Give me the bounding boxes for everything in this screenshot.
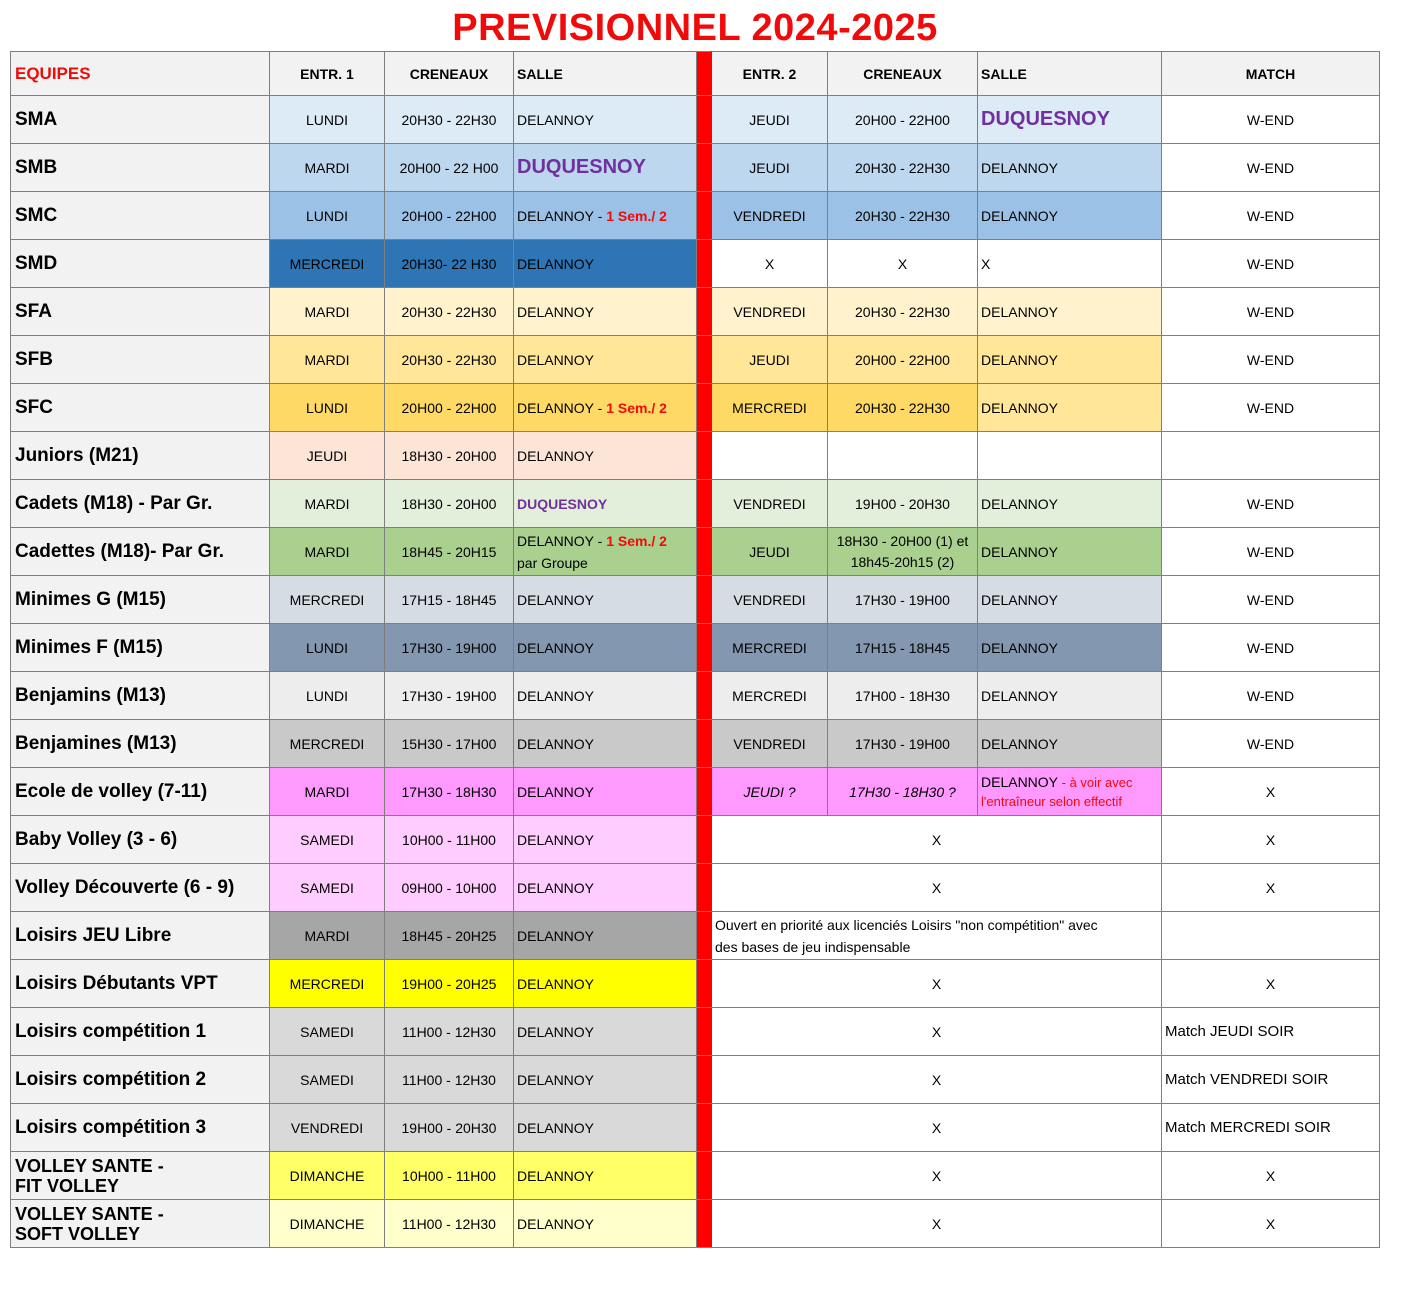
salle-note: 1 Sem./ 2 [606,399,667,416]
salle-note-line2: l'entraîneur selon effectif [981,793,1122,809]
entr2-time: X [828,240,978,288]
red-separator [697,768,712,816]
entr1-salle: DELANNOY [514,288,697,336]
red-separator [697,240,712,288]
red-separator [697,384,712,432]
entr2-salle: DELANNOY [978,288,1162,336]
entr2-day: JEUDI [712,96,828,144]
red-separator [697,672,712,720]
entr2-salle [978,432,1162,480]
entr2-merged: X [712,1056,1162,1104]
entr2-day: VENDREDI [712,288,828,336]
entr1-salle: DELANNOY [514,1200,697,1248]
entr2-salle: DELANNOY [978,336,1162,384]
entr1-time: 18H30 - 20H00 [385,432,514,480]
header-match: MATCH [1162,52,1380,96]
red-separator [697,288,712,336]
entr1-salle: DELANNOY [514,1104,697,1152]
entr2-salle: DELANNOY [978,192,1162,240]
team-name: SFB [11,336,270,384]
match: Match MERCREDI SOIR [1162,1104,1380,1152]
table-row [11,528,1380,576]
red-separator [697,1200,712,1248]
red-separator [697,52,712,96]
entr1-day: DIMANCHE [270,1200,385,1248]
table-row [11,192,1380,240]
entr2-merged: X [712,1200,1162,1248]
team-name: Baby Volley (3 - 6) [11,816,270,864]
entr1-day: LUNDI [270,624,385,672]
match: W-END [1162,528,1380,576]
salle-separator: - [593,399,607,416]
entr2-day: VENDREDI [712,480,828,528]
entr2-salle: X [978,240,1162,288]
entr1-day: SAMEDI [270,864,385,912]
entr1-salle [514,480,697,528]
match: X [1162,768,1380,816]
entr2-time [828,528,978,576]
red-separator [697,864,712,912]
entr1-time: 20H00 - 22H00 [385,192,514,240]
table-row [11,240,1380,288]
schedule-table-wrapper [10,51,1380,1248]
time-line1: 18H30 - 20H00 (1) et [836,532,969,549]
salle-separator: - [1058,774,1070,790]
red-separator [697,192,712,240]
match: Match JEUDI SOIR [1162,1008,1380,1056]
table-row [11,336,1380,384]
red-separator [697,1152,712,1200]
entr1-day: MARDI [270,144,385,192]
entr2-day: MERCREDI [712,672,828,720]
header-salle2: SALLE [978,52,1162,96]
team-name: Cadets (M18) - Par Gr. [11,480,270,528]
schedule-table [10,51,1380,1248]
team-line1: VOLLEY SANTE - [15,1203,164,1224]
salle-name: DELANNOY [517,532,594,549]
entr2-salle: DELANNOY [978,384,1162,432]
entr2-day: VENDREDI [712,576,828,624]
entr2-merged: X [712,960,1162,1008]
match: W-END [1162,96,1380,144]
red-separator [697,1056,712,1104]
entr1-day: MARDI [270,528,385,576]
entr2-time: 17H30 - 19H00 [828,720,978,768]
entr1-time: 18H45 - 20H25 [385,912,514,960]
team-name: Loisirs JEU Libre [11,912,270,960]
entr1-time: 19H00 - 20H30 [385,1104,514,1152]
match [1162,912,1380,960]
salle-duquesnoy: DUQUESNOY [517,495,608,512]
salle-name: DELANNOY [517,399,594,416]
table-row [11,1152,1380,1200]
team-line2: SOFT VOLLEY [15,1223,141,1244]
entr1-time: 20H30 - 22H30 [385,336,514,384]
salle-name: DELANNOY [517,207,594,224]
entr2-merged: X [712,816,1162,864]
table-row [11,144,1380,192]
header-creneaux2: CRENEAUX [828,52,978,96]
entr2-day: JEUDI [712,144,828,192]
entr1-day: SAMEDI [270,1008,385,1056]
salle-note: 1 Sem./ 2 [606,207,667,224]
entr1-time: 17H30 - 19H00 [385,672,514,720]
team-name: SFC [11,384,270,432]
entr1-salle: DELANNOY [514,672,697,720]
team-name [11,1200,270,1248]
table-row [11,1104,1380,1152]
entr1-day: JEUDI [270,432,385,480]
entr2-merged: X [712,1104,1162,1152]
entr1-time: 20H00 - 22 H00 [385,144,514,192]
entr1-time: 18H45 - 20H15 [385,528,514,576]
table-row [11,1200,1380,1248]
entr1-salle [514,144,697,192]
entr1-salle: DELANNOY [514,1008,697,1056]
team-line1: VOLLEY SANTE - [15,1155,164,1176]
entr2-day: X [712,240,828,288]
match: W-END [1162,720,1380,768]
red-separator [697,1008,712,1056]
entr2-time: 17H00 - 18H30 [828,672,978,720]
team-name: Ecole de volley (7-11) [11,768,270,816]
entr2-salle: DELANNOY [978,480,1162,528]
entr2-salle: DELANNOY [978,624,1162,672]
red-separator [697,576,712,624]
entr2-time: 19H00 - 20H30 [828,480,978,528]
red-separator [697,480,712,528]
entr1-salle: DELANNOY [514,240,697,288]
match: X [1162,1200,1380,1248]
time-line2: 18h45-20h15 (2) [850,553,955,570]
team-name: Cadettes (M18)- Par Gr. [11,528,270,576]
team-name: Loisirs compétition 2 [11,1056,270,1104]
salle-duquesnoy: DUQUESNOY [981,108,1110,130]
entr2-time: 20H30 - 22H30 [828,288,978,336]
entr1-time: 17H15 - 18H45 [385,576,514,624]
entr1-time: 20H30 - 22H30 [385,288,514,336]
entr1-time: 09H00 - 10H00 [385,864,514,912]
team-name: Loisirs Débutants VPT [11,960,270,1008]
match: X [1162,960,1380,1008]
entr1-salle: DELANNOY [514,720,697,768]
table-row [11,816,1380,864]
entr1-salle: DELANNOY [514,1152,697,1200]
red-separator [697,144,712,192]
table-row [11,1056,1380,1104]
entr1-time: 15H30 - 17H00 [385,720,514,768]
entr1-salle [514,384,697,432]
entr1-day: MERCREDI [270,576,385,624]
red-separator [697,912,712,960]
entr2-salle: DELANNOY [978,528,1162,576]
team-name: SMB [11,144,270,192]
entr2-time [828,432,978,480]
entr2-time: 20H30 - 22H30 [828,384,978,432]
entr1-day: MARDI [270,912,385,960]
red-separator [697,96,712,144]
entr2-merged: X [712,1152,1162,1200]
entr2-day: VENDREDI [712,720,828,768]
page-title: PREVISIONNEL 2024-2025 [452,7,938,49]
match: W-END [1162,288,1380,336]
table-row [11,384,1380,432]
entr1-day: DIMANCHE [270,1152,385,1200]
salle-note: 1 Sem./ 2 [606,532,667,549]
entr1-salle: DELANNOY [514,336,697,384]
entr2-day: VENDREDI [712,192,828,240]
match: W-END [1162,144,1380,192]
match: Match VENDREDI SOIR [1162,1056,1380,1104]
entr1-time: 11H00 - 12H30 [385,1056,514,1104]
entr2-salle [978,768,1162,816]
match: W-END [1162,384,1380,432]
entr1-salle: DELANNOY [514,1056,697,1104]
red-separator [697,624,712,672]
red-separator [697,336,712,384]
note-line2: des bases de jeu indispensable [715,938,911,955]
entr1-day: MARDI [270,480,385,528]
entr1-time: 10H00 - 11H00 [385,1152,514,1200]
entr1-day: VENDREDI [270,1104,385,1152]
entr2-salle [978,96,1162,144]
match: W-END [1162,624,1380,672]
header-creneaux1: CRENEAUX [385,52,514,96]
entr2-time: 20H00 - 22H00 [828,96,978,144]
entr1-day: LUNDI [270,672,385,720]
entr2-day: MERCREDI [712,384,828,432]
match [1162,432,1380,480]
entr2-merged: X [712,864,1162,912]
salle-name: DELANNOY [981,773,1059,790]
entr1-time: 20H00 - 22H00 [385,384,514,432]
entr1-salle: DELANNOY [514,576,697,624]
salle-note: à voir avec [1069,774,1133,790]
entr2-time: 20H30 - 22H30 [828,144,978,192]
team-name: Loisirs compétition 3 [11,1104,270,1152]
header-row [11,52,1380,96]
salle-separator: - [593,207,607,224]
entr2-day: MERCREDI [712,624,828,672]
team-line2: FIT VOLLEY [15,1175,120,1196]
table-row [11,480,1380,528]
entr1-time: 19H00 - 20H25 [385,960,514,1008]
match: X [1162,1152,1380,1200]
team-name: SFA [11,288,270,336]
team-name: Benjamins (M13) [11,672,270,720]
entr1-salle [514,192,697,240]
entr2-salle: DELANNOY [978,576,1162,624]
entr1-salle: DELANNOY [514,960,697,1008]
entr2-day: JEUDI [712,528,828,576]
entr2-time: 17H15 - 18H45 [828,624,978,672]
entr2-time: 17H30 - 18H30 ? [828,768,978,816]
entr1-salle: DELANNOY [514,768,697,816]
entr2-day: JEUDI [712,336,828,384]
entr2-time: 20H00 - 22H00 [828,336,978,384]
team-name: Volley Découverte (6 - 9) [11,864,270,912]
header-equipes: EQUIPES [11,52,270,96]
entr1-day: MERCREDI [270,720,385,768]
entr1-day: SAMEDI [270,1056,385,1104]
team-name: SMD [11,240,270,288]
table-row [11,720,1380,768]
red-separator [697,960,712,1008]
entr1-salle: DELANNOY [514,96,697,144]
entr2-merged-note [712,912,1162,960]
entr1-day: LUNDI [270,96,385,144]
salle-duquesnoy: DUQUESNOY [517,156,646,178]
match: W-END [1162,192,1380,240]
team-name: Minimes F (M15) [11,624,270,672]
note-line1: Ouvert en priorité aux licenciés Loisirs "non compétition" avec [715,916,1098,933]
match: X [1162,864,1380,912]
table-row [11,960,1380,1008]
entr1-day: MERCREDI [270,960,385,1008]
team-name: SMC [11,192,270,240]
entr1-salle: DELANNOY [514,432,697,480]
entr1-day: LUNDI [270,192,385,240]
match: W-END [1162,672,1380,720]
match: W-END [1162,336,1380,384]
entr2-time: 20H30 - 22H30 [828,192,978,240]
entr1-time: 17H30 - 18H30 [385,768,514,816]
entr2-merged: X [712,1008,1162,1056]
entr1-salle [514,528,697,576]
entr2-day [712,432,828,480]
red-separator [697,1104,712,1152]
entr1-day: MARDI [270,336,385,384]
table-row [11,96,1380,144]
entr1-day: MARDI [270,768,385,816]
table-row [11,864,1380,912]
entr1-salle: DELANNOY [514,864,697,912]
header-entr1: ENTR. 1 [270,52,385,96]
entr2-day: JEUDI ? [712,768,828,816]
entr1-time: 17H30 - 19H00 [385,624,514,672]
team-name: Juniors (M21) [11,432,270,480]
entr2-salle: DELANNOY [978,144,1162,192]
team-name: Loisirs compétition 1 [11,1008,270,1056]
table-row [11,912,1380,960]
entr1-time: 18H30 - 20H00 [385,480,514,528]
table-row [11,576,1380,624]
entr1-time: 11H00 - 12H30 [385,1008,514,1056]
table-row [11,672,1380,720]
table-row [11,768,1380,816]
entr1-day: SAMEDI [270,816,385,864]
entr1-time: 20H30- 22 H30 [385,240,514,288]
entr2-salle: DELANNOY [978,720,1162,768]
team-name [11,1152,270,1200]
entr2-time: 17H30 - 19H00 [828,576,978,624]
table-row [11,288,1380,336]
match: W-END [1162,480,1380,528]
entr1-day: MERCREDI [270,240,385,288]
entr1-day: MARDI [270,288,385,336]
red-separator [697,720,712,768]
entr1-time: 10H00 - 11H00 [385,816,514,864]
header-salle1: SALLE [514,52,697,96]
entr1-time: 20H30 - 22H30 [385,96,514,144]
entr1-salle: DELANNOY [514,624,697,672]
entr2-salle: DELANNOY [978,672,1162,720]
table-row [11,432,1380,480]
table-row [11,624,1380,672]
table-row [11,1008,1380,1056]
salle-subnote: par Groupe [517,554,588,571]
entr1-day: LUNDI [270,384,385,432]
entr1-salle: DELANNOY [514,816,697,864]
red-separator [697,432,712,480]
header-entr2: ENTR. 2 [712,52,828,96]
entr1-salle: DELANNOY [514,912,697,960]
salle-separator: - [593,532,607,549]
team-name: SMA [11,96,270,144]
red-separator [697,816,712,864]
match: X [1162,816,1380,864]
match: W-END [1162,240,1380,288]
entr1-time: 11H00 - 12H30 [385,1200,514,1248]
red-separator [697,528,712,576]
team-name: Minimes G (M15) [11,576,270,624]
match: W-END [1162,576,1380,624]
team-name: Benjamines (M13) [11,720,270,768]
